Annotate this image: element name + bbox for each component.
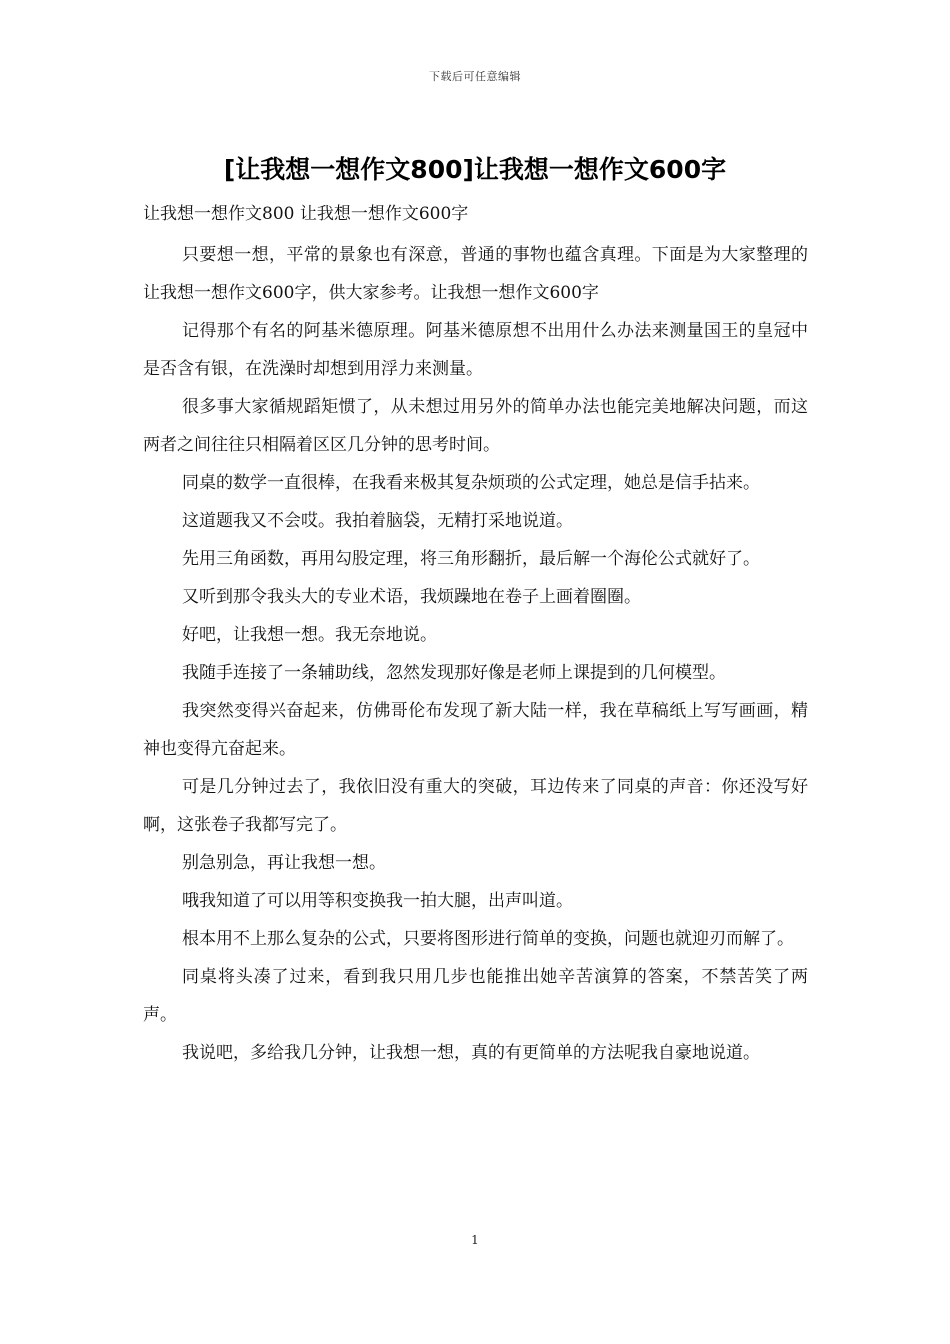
paragraph: 很多事大家循规蹈矩惯了，从未想过用另外的简单办法也能完美地解决问题，而这两者之间往往只相隔着区区几分钟的思考时间。: [143, 397, 808, 455]
paragraph: 这道题我又不会哎。我拍着脑袋，无精打采地说道。: [182, 511, 573, 531]
document-body: [143, 198, 808, 1072]
paragraph: 我随手连接了一条辅助线，忽然发现那好像是老师上课提到的几何模型。: [182, 663, 726, 683]
paragraph: 又听到那令我头大的专业术语，我烦躁地在卷子上画着圈圈。: [182, 587, 641, 607]
paragraph: 只要想一想，平常的景象也有深意，普通的事物也蕴含真理。下面是为大家整理的让我想一想作文600字，供大家参考。让我想一想作文600字: [143, 245, 808, 303]
paragraph: 记得那个有名的阿基米德原理。阿基米德原想不出用什么办法来测量国王的皇冠中是否含有银，在洗澡时却想到用浮力来测量。: [143, 321, 808, 379]
page-number: 1: [471, 1233, 479, 1247]
paragraph: 我说吧，多给我几分钟，让我想一想，真的有更简单的方法呢我自豪地说道。: [182, 1043, 760, 1063]
paragraph: 可是几分钟过去了，我依旧没有重大的突破，耳边传来了同桌的声音：你还没写好啊，这张卷子我都写完了。: [143, 777, 808, 835]
paragraph: 同桌将头凑了过来，看到我只用几步也能推出她辛苦演算的答案，不禁苦笑了两声。: [143, 967, 808, 1025]
paragraph: 根本用不上那么复杂的公式，只要将图形进行简单的变换，问题也就迎刃而解了。: [182, 929, 794, 949]
paragraph: 哦我知道了可以用等积变换我一拍大腿，出声叫道。: [182, 891, 573, 911]
document-title: [让我想一想作文800]让我想一想作文600字: [223, 155, 727, 184]
paragraph: 同桌的数学一直很棒，在我看来极其复杂烦琐的公式定理，她总是信手拈来。: [182, 473, 760, 493]
paragraph: 先用三角函数，再用勾股定理，将三角形翻折，最后解一个海伦公式就好了。: [182, 549, 760, 569]
paragraph: 好吧，让我想一想。我无奈地说。: [182, 625, 437, 645]
document-subtitle: 让我想一想作文800 让我想一想作文600字: [143, 204, 469, 224]
paragraph: 别急别急，再让我想一想。: [182, 853, 386, 873]
paragraph: 我突然变得兴奋起来，仿佛哥伦布发现了新大陆一样，我在草稿纸上写写画画，精神也变得亢奋起来。: [143, 701, 808, 759]
page-header: 下载后可任意编辑: [429, 70, 521, 83]
